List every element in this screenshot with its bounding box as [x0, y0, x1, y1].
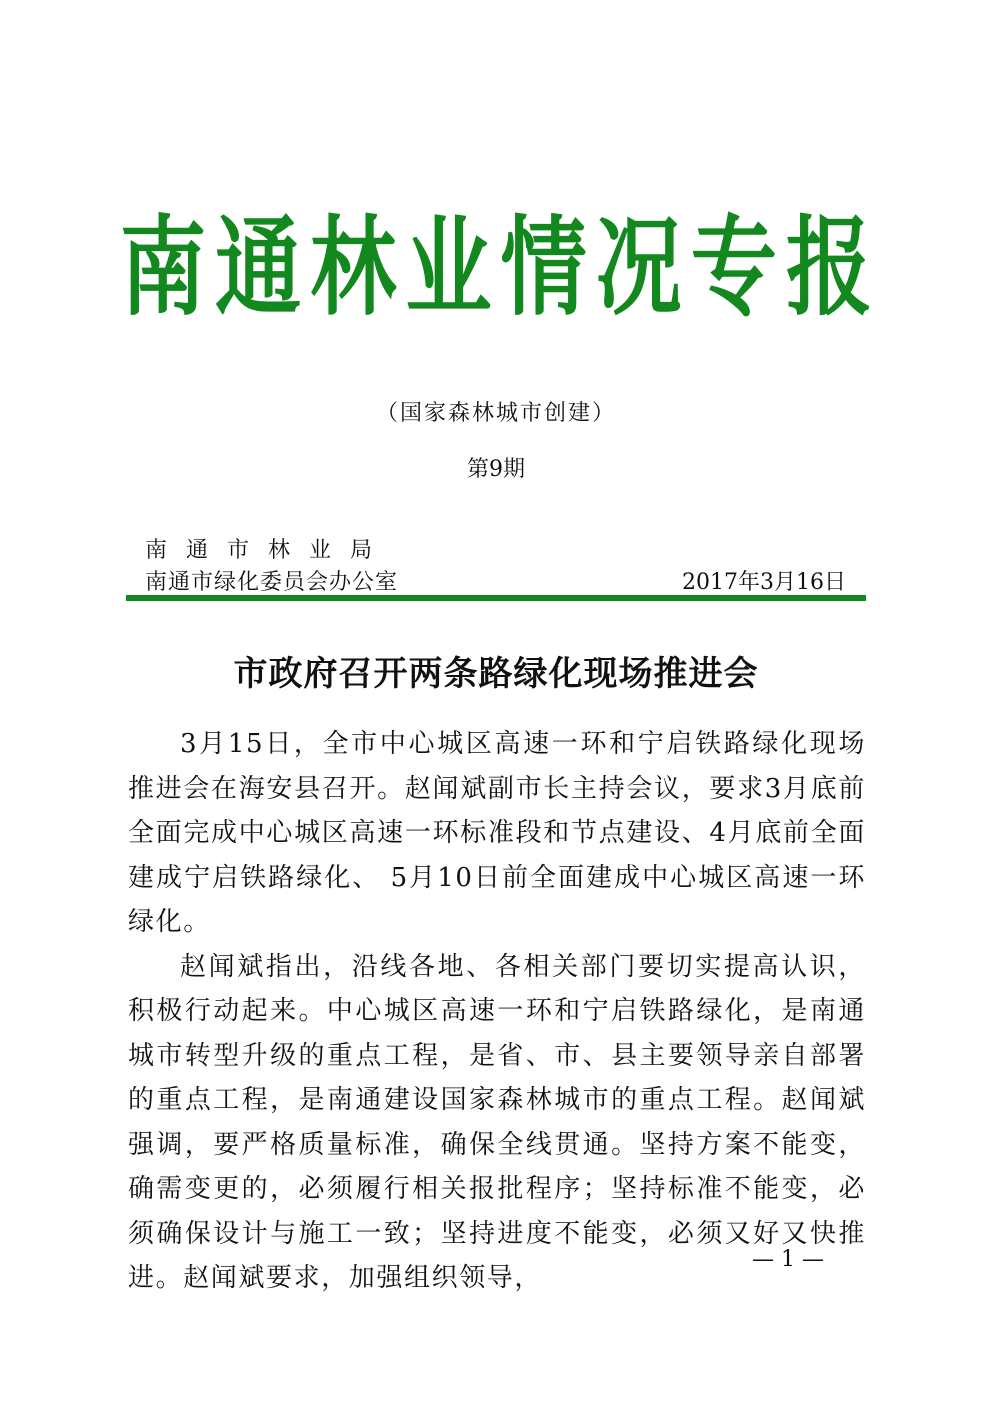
header-divider — [126, 595, 866, 601]
article-paragraph: 赵闻斌指出，沿线各地、各相关部门要切实提高认识，积极行动起来。中心城区高速一环和宁启铁路绿化，是南通城市转型升级的重点工程，是省、市、县主要领导亲自部署的重点工程，是南通建设国家森林城市的重点工程。赵闻斌强调，要严格质量标准，确保全线贯通。坚持方案不能变，确需变更的，必须履行相关报批程序；坚持标准不能变，必须确保设计与施工一致；坚持进度不能变，必须又好又快推进。赵闻斌要求，加强组织领导， — [128, 951, 866, 1293]
masthead-char: 林 — [310, 205, 397, 331]
masthead-title — [120, 193, 872, 343]
issuer-name-forestry-bureau: 南通市林业局 — [145, 538, 392, 563]
article-headline: 市政府召开两条路绿化现场推进会 — [233, 654, 759, 694]
issuer-name-greening-office: 南通市绿化委员会办公室 — [145, 570, 399, 595]
masthead-char: 况 — [595, 205, 682, 331]
article-paragraph: 3月15日，全市中心城区高速一环和宁启铁路绿化现场推进会在海安县召开。赵闻斌副市长主持会议，要求3月底前全面完成中心城区高速一环标准段和节点建设、4月底前全面建成宁启铁路绿化、 5月10日前全面建成中心城区高速一环绿化。 — [128, 729, 866, 937]
issue-number: 第9期 — [467, 457, 525, 482]
article-body — [128, 722, 866, 1301]
bulletin-subtitle: （国家森林城市创建） — [375, 401, 616, 426]
masthead-char: 情 — [500, 205, 587, 331]
masthead-char: 通 — [215, 205, 302, 331]
issue-date: 2017年3月16日 — [682, 570, 846, 595]
masthead-char: 南 — [120, 205, 206, 331]
page-number: — 1 — — [752, 1247, 824, 1272]
masthead-char: 专 — [690, 205, 777, 331]
masthead-char: 报 — [785, 205, 872, 331]
masthead-char: 业 — [405, 205, 492, 331]
